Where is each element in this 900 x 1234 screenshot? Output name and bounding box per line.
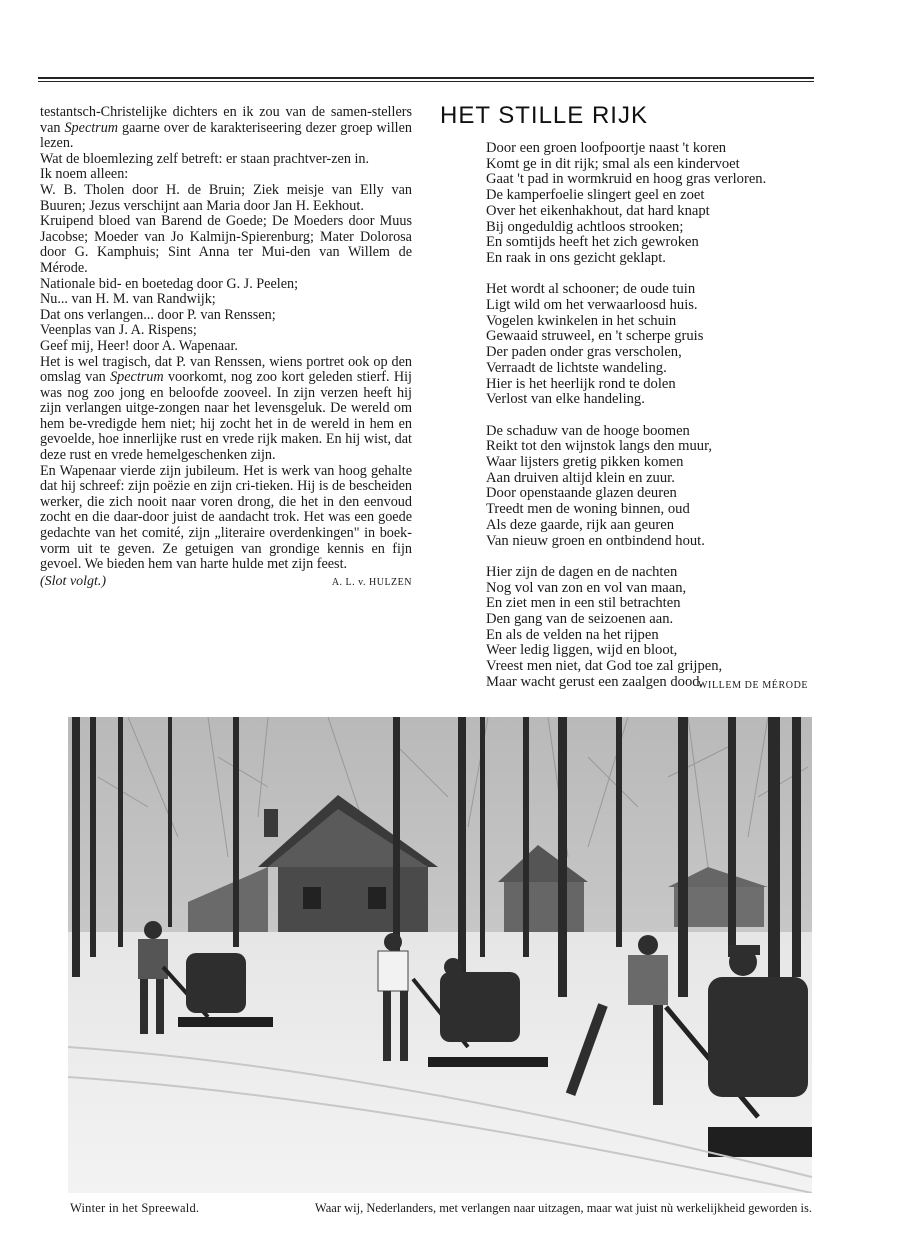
article-column: [40, 105, 412, 590]
poem-line: Maar wacht gerust een zaalgen dood.: [486, 673, 704, 690]
poem-line: Waar lijsters gretig pikken komen: [486, 454, 684, 471]
poem-line: Door openstaande glazen deuren: [486, 485, 677, 502]
article-paragraph: Veenplas van J. A. Rispens;: [40, 322, 197, 339]
poem-line: Aan druiven altijd klein en zuur.: [486, 469, 675, 486]
photo-caption-text: Waar wij, Nederlanders, met verlangen naar uitzagen, maar wat juist nù werkelijkheid geworden is.: [314, 1201, 812, 1215]
poem-line: Over het eikenhakhout, dat hard knapt: [486, 202, 710, 219]
photo-illustration: [68, 717, 812, 1193]
poem-line: Den gang van de seizoenen aan.: [486, 611, 674, 628]
poem-line: Van nieuw groen en ontbindend hout.: [486, 532, 705, 549]
poem-line: Reikt tot den wijnstok langs den muur,: [486, 438, 713, 455]
poem-line: En somtijds heeft het zich gewroken: [486, 234, 699, 251]
article-paragraph: Nu... van H. M. van Randwijk;: [40, 291, 216, 308]
article-signature-row: [40, 574, 412, 591]
poem-line: Hier zijn de dagen en de nachten: [486, 563, 678, 580]
photo-caption-title: Winter in het Spreewald.: [70, 1201, 200, 1215]
article-paragraph: En Wapenaar vierde zijn jubileum. Het is werk van hoog gehalte dat hij schreef: zijn poëzie en zijn cri-tieken. Hij is de bescheiden werker, die zich nooit naar voren drong, die het in den eenvoud zocht en die daar-door juist de aandacht trok. Het was een goede gedachte van het comité, zijn „literaire overdenkingen" in boek-vorm uit te geven. Ze getuigen van grondige kennis en fijn gevoel. We bieden hem van harte hulde met zijn feest.: [40, 462, 412, 573]
poem-line: Gaat 't pad in wormkruid en hoog gras verloren.: [486, 171, 767, 188]
article-paragraph: Dat ons verlangen... door P. van Renssen;: [40, 306, 276, 323]
poem-line: Gewaaid struweel, en 't scherpe gruis: [486, 328, 704, 345]
poem-line: Vreest men niet, dat God toe zal grijpen,: [486, 658, 723, 675]
poem-body: [486, 141, 826, 706]
poem-line: Nog vol van zon en vol van maan,: [486, 579, 687, 596]
poem-stanza: [486, 424, 826, 550]
header-rule: [38, 77, 814, 82]
poem-line: Hier is het heerlijk rond te dolen: [486, 375, 676, 392]
poem-line: Treedt men de woning binnen, oud: [486, 501, 690, 518]
poem-author: WILLEM DE MÉRODE: [698, 680, 809, 691]
book-title: Spectrum: [110, 369, 164, 386]
poem-stanza: [486, 141, 826, 267]
poem-stanza: [486, 565, 826, 691]
winter-photo: [68, 717, 812, 1193]
poem-line: En raak in ons gezicht geklapt.: [486, 249, 666, 266]
poem-line: Als deze gaarde, rijk aan geuren: [486, 516, 675, 533]
continued-note: (Slot volgt.): [40, 573, 107, 589]
article-paragraph: Nationale bid- en boetedag door G. J. Peelen;: [40, 275, 299, 292]
poem-line: Ligt wild om het verwaarloosd huis.: [486, 297, 698, 314]
text-run: testantsch-Christelijke dichters en ik zou van de samen-stellers van: [40, 104, 412, 136]
poem-line: De schaduw van de hooge boomen: [486, 422, 690, 439]
poem-line: Komt ge in dit rijk; smal als een kindervoet: [486, 155, 740, 172]
book-title: Spectrum: [64, 119, 119, 136]
poem-line: Verlost van elke handeling.: [486, 391, 645, 408]
article-paragraph: W. B. Tholen door H. de Bruin; Ziek meisje van Elly van Buuren; Jezus verschijnt aan Maria door Jan H. Eekhout.: [40, 181, 412, 214]
poem-stanza: [486, 282, 826, 408]
poem-line: De kamperfoelie slingert geel en zoet: [486, 187, 705, 204]
poem-line: Door een groen loofpoortje naast 't koren: [486, 140, 727, 156]
poem-line: Verraadt de lichtste wandeling.: [486, 359, 667, 376]
article-paragraph: [40, 105, 412, 152]
article-paragraph: Kruipend bloed van Barend de Goede; De Moeders door Muus Jacobse; Moeder van Jo Kalmijn-Spierenburg; Mater Dolorosa door G. Kamphuis; Sint Anna ter Mui-den van Willem de Mérode.: [40, 213, 412, 276]
poem-line: Vogelen kwinkelen in het schuin: [486, 312, 677, 329]
poem-line: Bij ongeduldig achtloos strooken;: [486, 218, 684, 235]
article-paragraph: Geef mij, Heer! door A. Wapenaar.: [40, 337, 238, 354]
poem-line: En ziet men in een stil betrachten: [486, 595, 681, 612]
article-paragraph: [40, 355, 412, 464]
text-run: Het is wel tragisch, dat P. van Renssen, wiens portret ook op den omslag van: [40, 353, 412, 386]
poem-line: En als de velden na het rijpen: [486, 626, 659, 643]
poem-title: HET STILLE RIJK: [440, 102, 648, 129]
article-paragraph: Wat de bloemlezing zelf betreft: er staan prachtver-zen in.: [40, 150, 370, 167]
text-run: gaarne over de karakteriseering dezer groep willen lezen.: [40, 119, 412, 152]
poem-line: Weer ledig liggen, wijd en bloot,: [486, 642, 678, 659]
poem-line: Het wordt al schooner; de oude tuin: [486, 281, 696, 298]
article-author: A. L. v. HULZEN: [331, 576, 412, 588]
article-paragraph: Ik noem alleen:: [40, 166, 129, 183]
poem-line: Der paden onder gras verscholen,: [486, 344, 682, 361]
text-run: voorkomt, nog zoo kort geleden stierf. Hij was nog zoo jong en beloofde zooveel. In zijn verzen heeft hij zijn verlangen uitge-zongen naar het levensgeluk. De wereld om hem be-vredigde hem niet; hij zocht het in de wereld in hem en gevoelde, hoe innerlijke rust en vrede rijk maken. En hij wist, dat deze rust en vrede hemelgeschenken zijn.: [40, 369, 413, 464]
